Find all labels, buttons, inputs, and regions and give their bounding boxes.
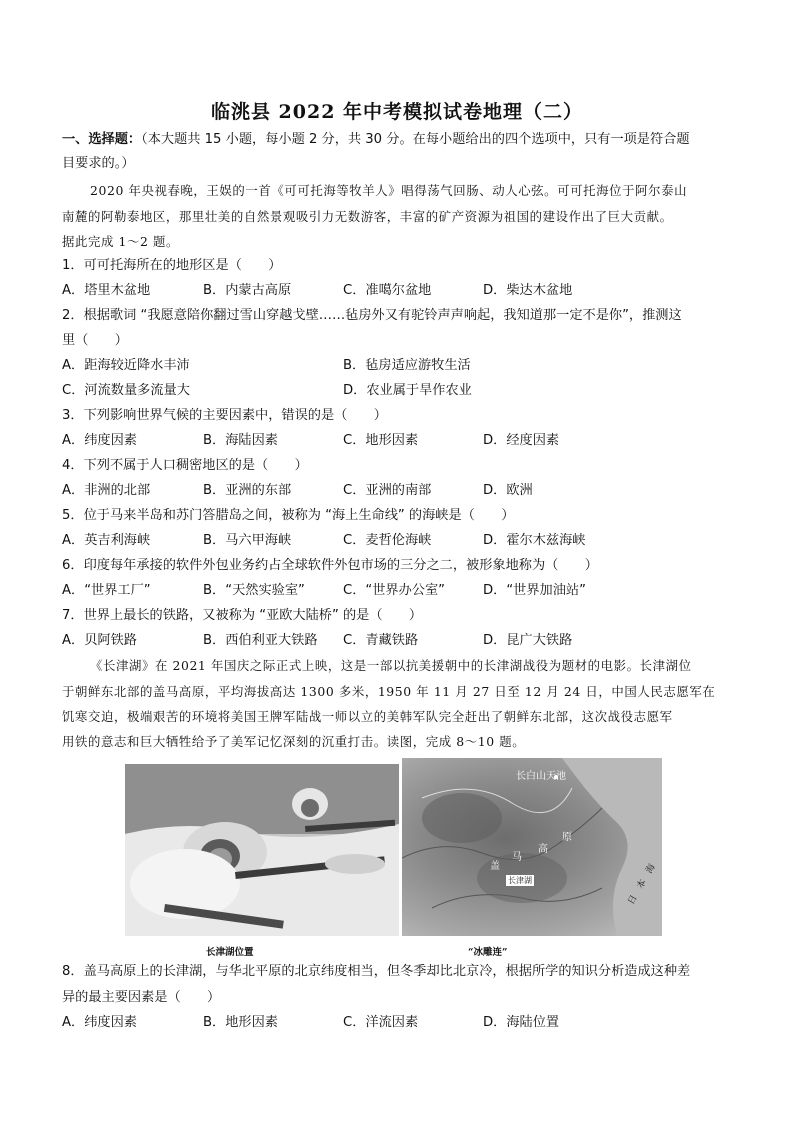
- q6-stem: 6．印度每年承接的软件外包业务约占全球软件外包市场的三分之二，被形象地称为（ ）: [62, 558, 598, 573]
- q5-option-d: D．霍尔木兹海峡: [483, 533, 586, 548]
- q4-option-d: D．欧洲: [483, 483, 533, 498]
- passage2-line2: 于朝鲜东北部的盖马高原，平均海拔高达 1300 多米，1950 年 11 月 27 日至 12 月 24 日，中国人民志愿军在: [62, 684, 716, 699]
- q8-option-a: A．纬度因素: [62, 1015, 137, 1030]
- q5-stem: 5．位于马来半岛和苏门答腊岛之间，被称为 “海上生命线” 的海峡是（ ）: [62, 508, 515, 523]
- q6-option-b: B．“天然实验室”: [203, 583, 305, 598]
- q1-option-b: B．内蒙古高原: [203, 283, 292, 298]
- q2-stem-line2: 里（ ）: [62, 333, 128, 348]
- q1-stem: 1．可可托海所在的地形区是（ ）: [62, 258, 282, 273]
- q5-option-c: C．麦哲伦海峡: [343, 533, 432, 548]
- terrain-illustration: [402, 758, 662, 936]
- q3-option-d: D．经度因素: [483, 433, 560, 448]
- q4-option-a: A．非洲的北部: [62, 483, 151, 498]
- q3-option-b: B．海陆因素: [203, 433, 278, 448]
- q6-option-c: C．“世界办公室”: [343, 583, 445, 598]
- q2-option-a: A．距海较近降水丰沛: [62, 358, 190, 373]
- page-title: 临洮县 2022 年中考模拟试卷地理（二）: [210, 101, 584, 123]
- q8-option-c: C．洋流因素: [343, 1015, 419, 1030]
- passage1-line3: 据此完成 1～2 题。: [62, 234, 179, 249]
- q8-option-b: B．地形因素: [203, 1015, 278, 1030]
- section-instructions-cont: 目要求的。）: [62, 156, 135, 171]
- map-label-plateau-2: 马: [512, 852, 522, 863]
- right-figure-caption: “冰雕连”: [468, 947, 508, 958]
- q7-stem: 7．世界上最长的铁路，又被称为 “亚欧大陆桥” 的是（ ）: [62, 608, 423, 623]
- q7-option-b: B．西伯利亚大铁路: [203, 633, 318, 648]
- soldiers-photo: [125, 764, 399, 936]
- q2-option-d: D．农业属于旱作农业: [343, 383, 472, 398]
- passage2-line3: 饥寒交迫，极端艰苦的环境将美国王牌军陆战一师以立的美韩军队完全赶出了朝鲜东北部，这次战役志愿军: [62, 709, 673, 724]
- soldiers-illustration: [125, 764, 399, 936]
- q4-stem: 4．下列不属于人口稠密地区的是（ ）: [62, 458, 308, 473]
- q7-option-a: A．贝阿铁路: [62, 633, 137, 648]
- section-heading: 一、选择题：: [62, 132, 142, 147]
- q5-option-b: B．马六甲海峡: [203, 533, 292, 548]
- q8-stem-line2: 异的最主要因素是（ ）: [62, 990, 221, 1005]
- q8-stem-line1: 8．盖马高原上的长津湖，与华北平原的北京纬度相当，但冬季却比北京冷，根据所学的知识分析造成这种差: [62, 964, 691, 979]
- q3-option-a: A．纬度因素: [62, 433, 137, 448]
- q6-option-d: D．“世界加油站”: [483, 583, 586, 598]
- map-label-changjin-lake: 长津湖: [508, 876, 532, 885]
- left-figure-caption: 长津湖位置: [206, 947, 254, 958]
- map-label-plateau-4: 原: [562, 832, 572, 843]
- map-label-plateau-1: 盖: [490, 861, 500, 872]
- q2-stem-line1: 2．根据歌词 “我愿意陪你翻过雪山穿越戈壁……毡房外又有驼铃声声响起，我知道那一定不是你”，推测这: [62, 308, 682, 323]
- q7-option-d: D．昆广大铁路: [483, 633, 573, 648]
- q6-option-a: A．“世界工厂”: [62, 583, 151, 598]
- passage1-line2: 南麓的阿勒泰地区，那里壮美的自然景观吸引力无数游客，丰富的矿产资源为祖国的建设作出了巨大贡献。: [62, 209, 673, 224]
- q4-option-b: B．亚洲的东部: [203, 483, 292, 498]
- q1-option-a: A．塔里木盆地: [62, 283, 151, 298]
- passage1-line1: 2020 年央视春晚，王娱的一首《可可托海等牧羊人》唱得荡气回肠、动人心弦。可可托海位于阿尔泰山: [90, 183, 688, 198]
- q8-option-d: D．海陆位置: [483, 1015, 560, 1030]
- changjin-lake-map: [402, 758, 662, 936]
- q5-option-a: A．英吉利海峡: [62, 533, 151, 548]
- q7-option-c: C．青藏铁路: [343, 633, 419, 648]
- map-label-plateau-3: 高: [538, 844, 548, 855]
- q1-option-d: D．柴达木盆地: [483, 283, 573, 298]
- q3-stem: 3．下列影响世界气候的主要因素中，错误的是（ ）: [62, 408, 387, 423]
- map-label-sea-of-japan: 日 本 海: [626, 862, 658, 907]
- passage2-line4: 用铁的意志和巨大牺牲给予了美军记忆深刻的沉重打击。读图，完成 8～10 题。: [62, 734, 526, 749]
- map-label-tianchi: 长白山天池: [516, 771, 566, 782]
- q2-option-c: C．河流数量多流量大: [62, 383, 190, 398]
- q4-option-c: C．亚洲的南部: [343, 483, 432, 498]
- section-instructions: （本大题共 15 小题，每小题 2 分，共 30 分。在每小题给出的四个选项中，只有一项是符合题: [141, 132, 690, 147]
- section-heading-line: [62, 131, 690, 149]
- q1-option-c: C．准噶尔盆地: [343, 283, 432, 298]
- q2-option-b: B．毡房适应游牧生活: [343, 358, 471, 373]
- q3-option-c: C．地形因素: [343, 433, 419, 448]
- passage2-line1: 《长津湖》在 2021 年国庆之际正式上映，这是一部以抗美援朝中的长津湖战役为题材的电影。长津湖位: [90, 658, 692, 673]
